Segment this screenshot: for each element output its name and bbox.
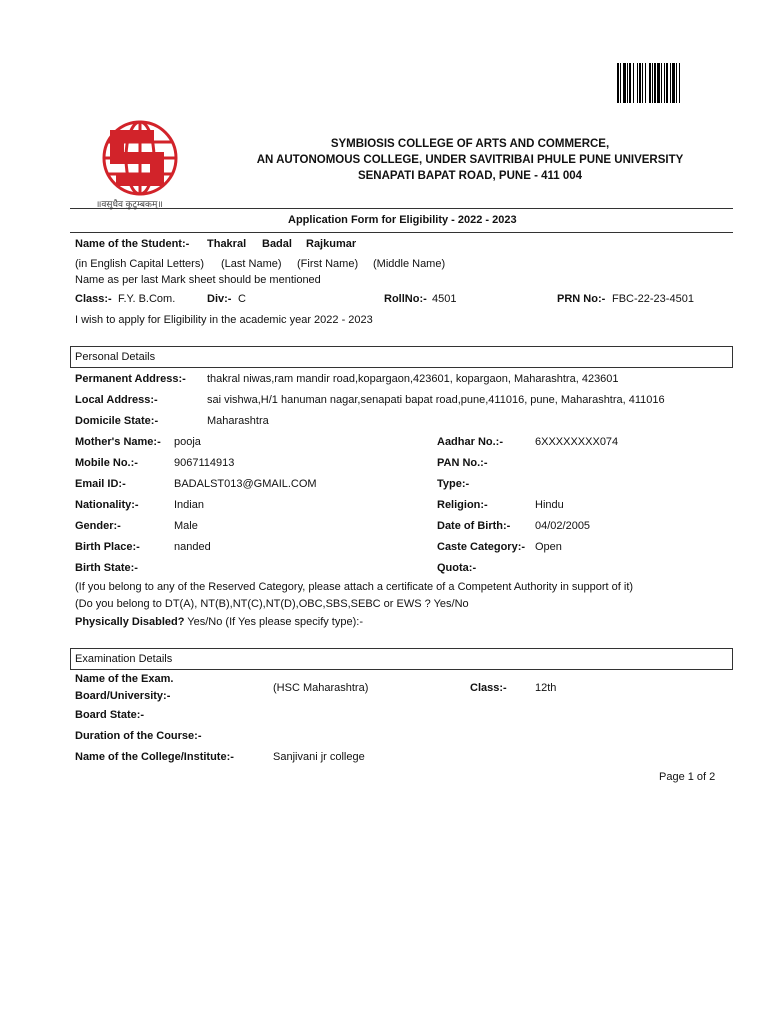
barcode-bar [676,63,677,103]
barcode-bar [637,63,638,103]
examination-details-header: Examination Details [70,648,733,670]
college-institute-label: Name of the College/Institute:- [75,751,234,763]
class-label: Class:- [75,293,112,305]
category-question: (Do you belong to DT(A), NT(B),NT(C),NT(D),OBC,SBS,SEBC or EWS ? Yes/No [75,598,469,610]
prn-label: PRN No:- [557,293,606,305]
barcode-bar [652,63,653,103]
roll-no-value: 4501 [432,293,457,305]
barcode-bar [679,63,680,103]
college-motto: ॥वसुधैव कुटुम्बकम्॥ [96,199,163,209]
board-state-label: Board State:- [75,709,145,721]
student-name-label: Name of the Student:- [75,238,190,250]
student-middle-name: Rajkumar [306,238,357,250]
physically-disabled-text: Yes/No (If Yes please specify type):- [187,616,363,628]
barcode-bar [672,63,675,103]
nationality-label: Nationality:- [75,499,139,511]
email-label: Email ID:- [75,478,126,490]
header-divider [70,208,733,209]
barcode-bar [649,63,651,103]
gender-label: Gender:- [75,520,121,532]
aadhar-value: 6XXXXXXXX074 [535,436,619,448]
birth-state-label: Birth State:- [75,562,138,574]
barcode-bar [645,63,646,103]
local-address-value: sai vishwa,H/1 hanuman nagar,senapati bapat road,pune,411016, pune, Maharashtra, 411016 [207,394,665,406]
div-value: C [238,293,246,305]
caste-category-value: Open [535,541,562,553]
religion-label: Religion:- [437,499,488,511]
board-value: (HSC Maharashtra) [273,682,369,694]
aadhar-label: Aadhar No.:- [437,436,503,448]
gender-value: Male [174,520,198,532]
personal-details-header: Personal Details [70,346,733,368]
page-number: Page 1 of 2 [659,771,716,783]
board-university-label: Board/University:- [75,690,171,702]
barcode-bar [633,63,634,103]
college-name-line-1: SYMBIOSIS COLLEGE OF ARTS AND COMMERCE, [330,138,610,150]
title-divider [70,232,733,233]
permanent-address-value: thakral niwas,ram mandir road,kopargaon,423601, kopargaon, Maharashtra, 423601 [207,373,619,385]
physically-disabled-row [75,616,363,628]
birth-place-label: Birth Place:- [75,541,140,553]
birth-place-value: nanded [174,541,211,553]
first-name-hint: (First Name) [297,258,359,270]
marksheet-note: Name as per last Mark sheet should be mentioned [75,274,321,286]
barcode-bar [654,63,656,103]
dob-label: Date of Birth:- [437,520,511,532]
student-first-name: Badal [262,238,292,250]
permanent-address-label: Permanent Address:- [75,373,186,385]
mobile-value: 9067114913 [174,457,235,469]
div-label: Div:- [207,293,232,305]
college-institute-value: Sanjivani jr college [273,751,365,763]
reserved-category-note: (If you belong to any of the Reserved Category, please attach a certificate of a Competent Authority in support of it) [75,581,634,593]
prn-value: FBC-22-23-4501 [612,293,694,305]
student-last-name: Thakral [207,238,247,250]
mother-name-label: Mother's Name:- [75,436,161,448]
name-hint-capitals: (in English Capital Letters) [75,258,205,270]
local-address-label: Local Address:- [75,394,158,406]
barcode-bar [623,63,626,103]
dob-value: 04/02/2005 [535,520,591,532]
barcode-bar [620,63,621,103]
course-duration-label: Duration of the Course:- [75,730,202,742]
barcode-bar [661,63,662,103]
college-address-line: SENAPATI BAPAT ROAD, PUNE - 411 004 [357,170,583,182]
email-value: BADALST013@GMAIL.COM [174,478,317,490]
last-name-hint: (Last Name) [221,258,282,270]
class-value: F.Y. B.Com. [118,293,176,305]
barcode-bar [639,63,641,103]
middle-name-hint: (Middle Name) [373,258,446,270]
barcode-bar [666,63,668,103]
nationality-value: Indian [174,499,204,511]
college-name-line-2: AN AUTONOMOUS COLLEGE, UNDER SAVITRIBAI PHULE PUNE UNIVERSITY [256,154,684,166]
type-label: Type:- [437,478,470,490]
exam-class-label: Class:- [470,682,507,694]
quota-label: Quota:- [437,562,477,574]
religion-value: Hindu [535,499,564,511]
barcode-bar [617,63,619,103]
mobile-label: Mobile No.:- [75,457,138,469]
roll-no-label: RollNo:- [384,293,427,305]
pan-label: PAN No.:- [437,457,488,469]
mother-name-value: pooja [174,436,201,448]
exam-name-label: Name of the Exam. [75,673,174,685]
barcode-icon [617,63,717,103]
domicile-state-value: Maharashtra [207,415,269,427]
apply-statement: I wish to apply for Eligibility in the academic year 2022 - 2023 [75,314,373,326]
form-title: Application Form for Eligibility - 2022 - 2023 [288,214,517,226]
barcode-bar [629,63,631,103]
barcode-bar [664,63,665,103]
barcode-bar [670,63,671,103]
barcode-bar [627,63,628,103]
barcode-bar [642,63,643,103]
caste-category-label: Caste Category:- [437,541,526,553]
exam-class-value: 12th [535,682,557,694]
domicile-state-label: Domicile State:- [75,415,159,427]
barcode-bar [657,63,660,103]
physically-disabled-label: Physically Disabled? [75,616,185,628]
